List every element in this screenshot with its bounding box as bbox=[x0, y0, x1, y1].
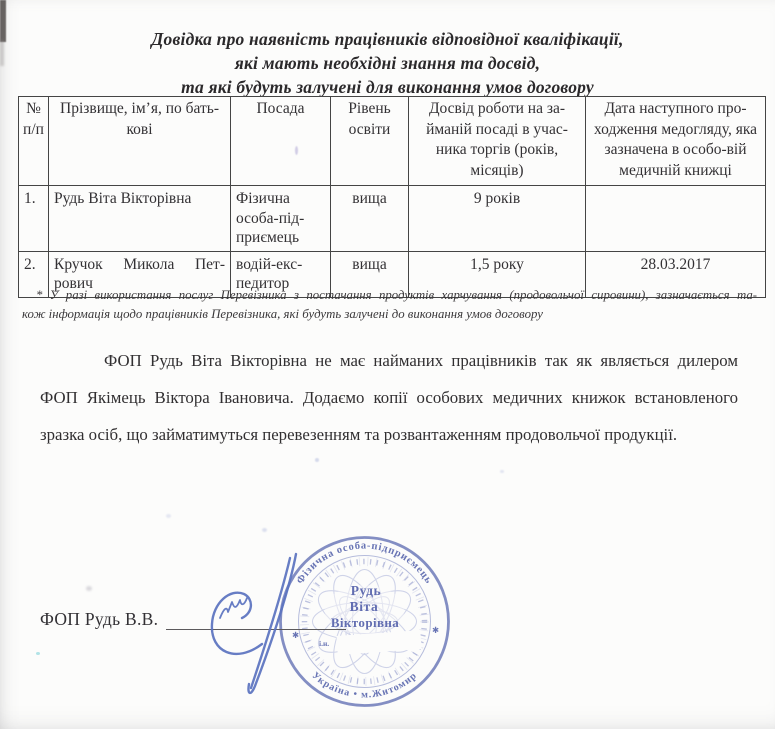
title-line: та які будуть залучені для виконання умов договору bbox=[181, 77, 594, 97]
cell-experience: 9 років bbox=[409, 186, 586, 252]
cell-row-number: 2. bbox=[19, 251, 49, 297]
stamp-center-line: Віта bbox=[349, 599, 379, 614]
title-line: які мають необхідні знання та досвід, bbox=[234, 53, 541, 73]
cell-experience: 1,5 року bbox=[409, 251, 586, 297]
table-header-row bbox=[19, 97, 766, 186]
scan-speck bbox=[262, 528, 267, 532]
paragraph-line: ФОП Рудь Віта Вікторівна не має найманих працівників так як являється дилером bbox=[104, 351, 738, 370]
signature-stroke bbox=[212, 593, 262, 654]
header-cell-number: № п/п bbox=[19, 97, 49, 186]
cell-position: водій-екс-педитор bbox=[231, 251, 331, 297]
cell-medical-date: 28.03.2017 bbox=[586, 251, 766, 297]
cell-medical-date bbox=[586, 186, 766, 252]
header-cell-medical-date: Дата наступного про-ходження медогляду, яка зазначена в особо-вій медичній книжці bbox=[586, 97, 766, 186]
scan-speck bbox=[166, 514, 171, 518]
scan-speck bbox=[315, 458, 319, 462]
cell-name: Рудь Віта Вікторівна bbox=[49, 186, 231, 252]
signature-stroke bbox=[251, 558, 290, 688]
header-cell-education: Рівень освіти bbox=[331, 97, 409, 186]
document-title bbox=[0, 27, 775, 99]
header-cell-position: Посада bbox=[231, 97, 331, 186]
cell-position: Фізична особа-під-приємець bbox=[231, 186, 331, 252]
cell-name: Кручок Микола Пет-рович bbox=[49, 251, 231, 297]
header-cell-name: Прізвище, ім’я, по бать-кові bbox=[49, 97, 231, 186]
stamp-ring-bottom-text: Україна • м.Житомир bbox=[309, 670, 420, 701]
cell-education: вища bbox=[331, 186, 409, 252]
cell-row-number: 1. bbox=[19, 186, 49, 252]
stamp-star-separator-right: ✱ bbox=[432, 625, 440, 635]
paragraph-line: зразка осіб, що займатимуться перевезенням та розвантаженням продовольчої продукції. bbox=[40, 425, 678, 444]
header-cell-experience: Досвід роботи на за-йманій посаді в учас-ника торгів (років, місяців) bbox=[409, 97, 586, 186]
handwritten-signature bbox=[150, 548, 320, 698]
paragraph-line: ФОП Якімець Віктора Івановича. Додаємо копії особових медичних книжок встановленого bbox=[40, 388, 738, 407]
qualification-table bbox=[18, 96, 766, 298]
stamp-ring-top-text: Фізична особа-підприємець bbox=[294, 540, 435, 587]
table-footnote bbox=[22, 286, 757, 324]
footnote-line: * У разі використання послуг Перевізника з постачання продуктів харчування (продовольчої сировини), зазначається та- bbox=[36, 288, 757, 302]
signer-name-label: ФОП Рудь В.В. bbox=[40, 609, 159, 629]
stamp-id-label: і.н. bbox=[319, 639, 330, 648]
scan-speck bbox=[500, 470, 504, 473]
cell-education: вища bbox=[331, 251, 409, 297]
scan-speck bbox=[36, 652, 40, 655]
signature-stroke bbox=[220, 598, 247, 618]
scan-speck bbox=[86, 586, 92, 591]
stamp-center-line: Вікторівна bbox=[330, 615, 400, 630]
stamp-star-separator-left: ✱ bbox=[292, 630, 300, 640]
stamp-center-line: Рудь bbox=[350, 583, 382, 598]
title-line: Довідка про наявність працівників відповідної кваліфікації, bbox=[151, 29, 624, 49]
footnote-line: кож інформація щодо працівників Перевізника, які будуть залучені до виконання умов договору bbox=[22, 307, 543, 321]
body-paragraph bbox=[40, 342, 738, 453]
table-row bbox=[19, 186, 766, 252]
